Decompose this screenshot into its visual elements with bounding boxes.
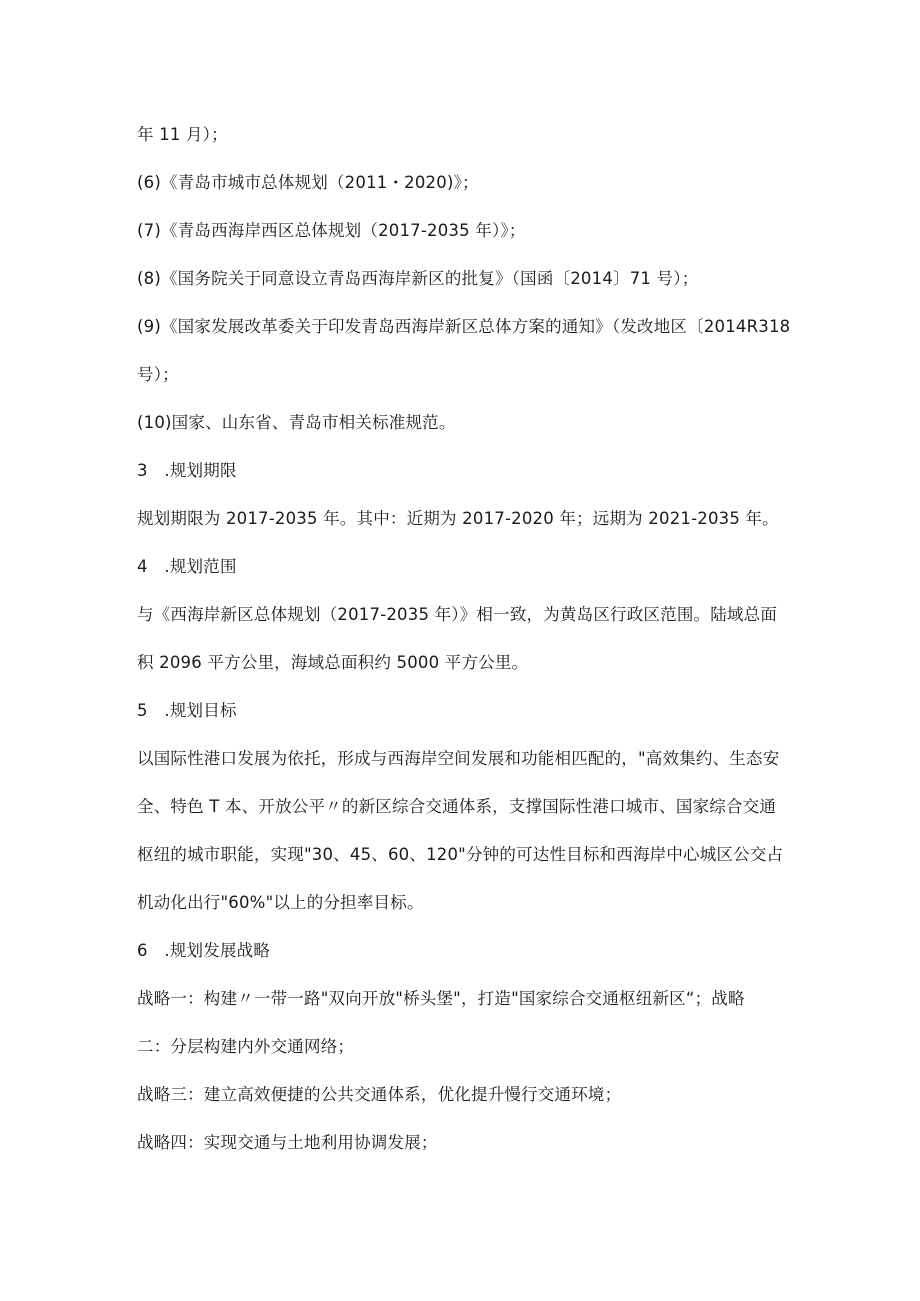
paragraph-line: 规划期限为 2017-2035 年。其中：近期为 2017-2020 年；远期为 2021-2035 年。 [137, 509, 779, 528]
section-heading: 6 .规划发展战略 [137, 941, 271, 960]
paragraph-line: 积 2096 平方公里，海域总面积约 5000 平方公里。 [137, 653, 529, 672]
paragraph-line: 战略四：实现交通与土地利用协调发展； [137, 1133, 438, 1152]
text-line: 年 11 月）； [137, 125, 228, 144]
reference-item-9: (9)《国家发展改革委关于印发青岛西海岸新区总体方案的通知》（发改地区〔2014R318 [137, 317, 791, 336]
text-line: 号）； [137, 365, 179, 384]
section-heading: 4 .规划范围 [137, 557, 237, 576]
reference-item-7: (7)《青岛西海岸西区总体规划（2017-2035 年）》； [137, 221, 526, 240]
reference-item-6: (6)《青岛市城市总体规划（2011・2020)》； [137, 173, 479, 192]
paragraph-line: 与《西海岸新区总体规划（2017-2035 年）》相一致，为黄岛区行政区范围。陆域总面 [137, 605, 778, 624]
section-heading: 5 .规划目标 [137, 701, 237, 720]
section-heading: 3 .规划期限 [137, 461, 237, 480]
paragraph-line: 战略一：构建〃一带一路"双向开放"桥头堡"，打造"国家综合交通枢纽新区“；战略 [137, 989, 745, 1008]
paragraph-line: 二：分层构建内外交通网络； [137, 1037, 355, 1056]
reference-item-10: (10)国家、山东省、青岛市相关标准规范。 [137, 413, 456, 432]
paragraph-line: 全、特色 T 本、开放公平〃的新区综合交通体系，支撑国际性港口城市、国家综合交通 [137, 797, 777, 816]
paragraph-line: 以国际性港口发展为依托，形成与西海岸空间发展和功能相匹配的，"高效集约、生态安 [137, 749, 780, 768]
reference-item-8: (8)《国务院关于同意设立青岛西海岸新区的批复》（国函〔2014〕71 号）； [137, 269, 699, 288]
paragraph-line: 机动化出行"60%"以上的分担率目标。 [137, 893, 424, 912]
paragraph-line: 枢纽的城市职能，实现"30、45、60、120"分钟的可达性目标和西海岸中心城区公交占 [137, 845, 784, 864]
paragraph-line: 战略三：建立高效便捷的公共交通体系，优化提升慢行交通环境； [137, 1085, 622, 1104]
